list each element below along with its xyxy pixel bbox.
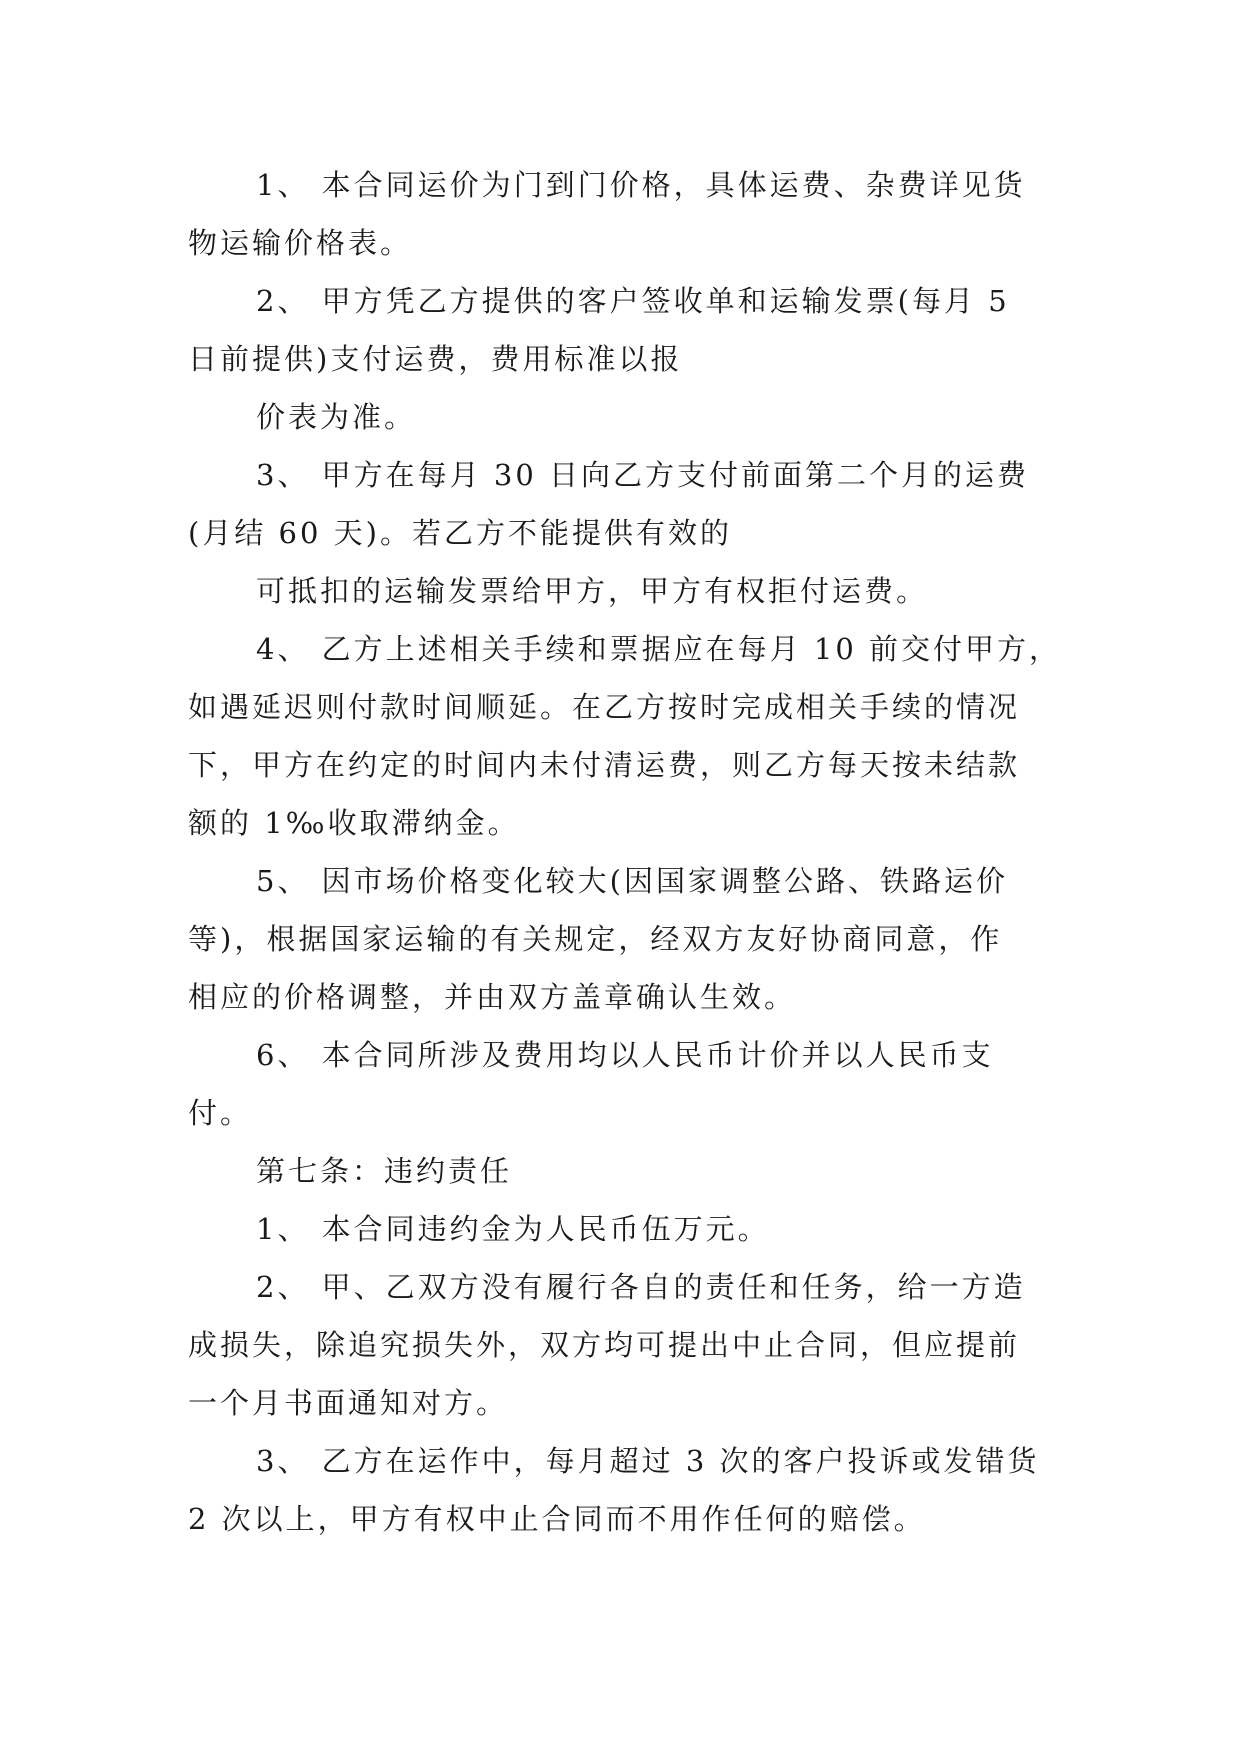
text-line: 2 次以上，甲方有权中止合同而不用作任何的赔偿。 — [188, 1502, 926, 1536]
text-line: 4、 乙方上述相关手续和票据应在每月 10 前交付甲方， — [256, 632, 1062, 666]
text-line: 等)，根据国家运输的有关规定，经双方友好协商同意，作 — [188, 922, 1003, 956]
text-line: 可抵扣的运输发票给甲方，甲方有权拒付运费。 — [256, 574, 929, 608]
contract-text-body — [188, 156, 1062, 1548]
text-line: 第七条：违约责任 — [256, 1154, 513, 1188]
text-line: 物运输价格表。 — [188, 226, 413, 260]
text-line: 一个月书面通知对方。 — [188, 1386, 509, 1420]
text-line: 如遇延迟则付款时间顺延。在乙方按时完成相关手续的情况 — [188, 690, 1021, 724]
text-line: 相应的价格调整，并由双方盖章确认生效。 — [188, 980, 797, 1014]
text-line: 2、 甲、乙双方没有履行各自的责任和任务，给一方造 — [256, 1270, 1026, 1304]
text-line: 3、 甲方在每月 30 日向乙方支付前面第二个月的运费 — [256, 458, 1030, 492]
text-line: 成损失，除追究损失外，双方均可提出中止合同，但应提前 — [188, 1328, 1021, 1362]
text-line: 3、 乙方在运作中，每月超过 3 次的客户投诉或发错货 — [256, 1444, 1040, 1478]
text-line: 日前提供)支付运费，费用标准以报 — [188, 342, 683, 376]
text-line: 1、 本合同违约金为人民币伍万元。 — [256, 1212, 770, 1246]
text-line: 1、 本合同运价为门到门价格，具体运费、杂费详见货 — [256, 168, 1026, 202]
text-line: (月结 60 天)。若乙方不能提供有效的 — [188, 516, 732, 550]
text-line: 付。 — [188, 1096, 253, 1130]
text-line: 价表为准。 — [256, 400, 417, 434]
text-line: 下，甲方在约定的时间内未付清运费，则乙方每天按未结款 — [188, 748, 1021, 782]
text-line: 6、 本合同所涉及费用均以人民币计价并以人民币支 — [256, 1038, 994, 1072]
text-line: 额的 1‰收取滞纳金。 — [188, 806, 520, 840]
text-line: 5、 因市场价格变化较大(因国家调整公路、铁路运价 — [256, 864, 1008, 898]
text-line: 2、 甲方凭乙方提供的客户签收单和运输发票(每月 5 — [256, 284, 1010, 318]
